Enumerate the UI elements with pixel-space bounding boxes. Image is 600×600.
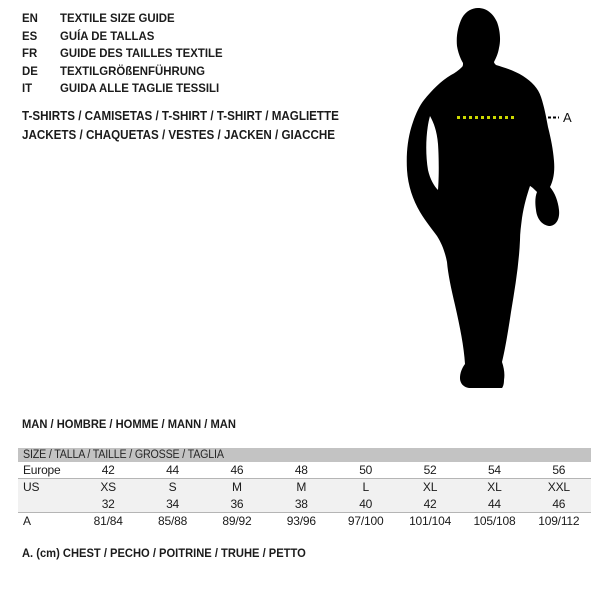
language-title: GUIDE DES TAILLES TEXTILE — [60, 46, 223, 60]
size-cell: 109/112 — [538, 514, 580, 528]
category-line-jackets: JACKETS / CHAQUETAS / VESTES / JACKEN / GIACCHE — [22, 128, 336, 142]
size-cell: XL — [422, 480, 438, 494]
size-cell: XXL — [547, 480, 570, 494]
row-label: A — [23, 514, 31, 528]
language-title: TEXTILGRÖßENFÜHRUNG — [60, 63, 206, 78]
size-cell: M — [296, 480, 307, 494]
size-cell: 101/104 — [409, 514, 452, 528]
size-cell: XS — [100, 480, 116, 494]
table-header: SIZE / TALLA / TAILLE / GRÖSSE / TAGLIA — [18, 448, 591, 462]
size-cell: 97/100 — [347, 514, 384, 528]
language-code: IT — [22, 81, 33, 95]
size-cell: 42 — [101, 462, 115, 477]
language-code: DE — [22, 63, 38, 78]
table-row-chest-a — [18, 513, 591, 530]
size-cell: 46 — [552, 496, 566, 511]
size-cell: 38 — [294, 496, 308, 511]
figure — [380, 0, 590, 400]
measure-footnote: A. (cm) CHEST / PECHO / POITRINE / TRUHE / PETTO — [22, 546, 306, 560]
section-title: MAN / HOMBRE / HOMME / MANN / MAN — [22, 417, 236, 431]
size-cell: 50 — [359, 462, 373, 477]
table-row-europe — [18, 462, 591, 479]
measure-label-a: A — [563, 110, 572, 125]
size-cell: S — [168, 480, 177, 494]
list-item — [22, 28, 223, 46]
language-title: GUIDA ALLE TAGLIE TESSILI — [60, 81, 220, 95]
size-cell: 44 — [166, 462, 180, 477]
size-cell: XL — [487, 480, 502, 494]
language-list — [22, 10, 233, 98]
list-item — [22, 45, 223, 63]
size-cell: 40 — [359, 496, 373, 511]
list-item — [22, 80, 223, 98]
table-row-us-numbers — [18, 496, 591, 513]
size-cell: 54 — [487, 462, 501, 477]
size-table — [18, 448, 591, 530]
size-cell: 89/92 — [222, 514, 252, 528]
size-cell: 81/84 — [93, 514, 123, 528]
size-cell: 32 — [101, 496, 115, 511]
size-cell: M — [232, 480, 242, 494]
size-cell: 34 — [166, 496, 180, 511]
size-cell: 105/108 — [473, 514, 516, 528]
size-cell: 93/96 — [286, 514, 316, 528]
size-cell: 46 — [230, 462, 244, 477]
language-code: FR — [22, 46, 38, 60]
size-cell: 44 — [487, 496, 501, 511]
size-cell: 85/88 — [158, 514, 188, 528]
size-cell: 42 — [423, 496, 437, 511]
language-code: ES — [22, 28, 38, 43]
language-title: GUÍA DE TALLAS — [60, 28, 155, 43]
category-line-tshirts: T-SHIRTS / CAMISETAS / T-SHIRT / T-SHIRT / MAGLIETTE — [22, 109, 339, 123]
size-cell: 48 — [294, 462, 308, 477]
size-cell: L — [362, 480, 369, 494]
size-cell: 36 — [230, 496, 244, 511]
list-item — [22, 63, 223, 81]
size-cell: 52 — [423, 462, 437, 477]
row-label: US — [23, 480, 40, 494]
row-label: Europe — [23, 462, 61, 477]
garment-categories — [22, 107, 363, 145]
list-item — [22, 10, 223, 28]
language-code: EN — [22, 11, 38, 25]
language-title: TEXTILE SIZE GUIDE — [60, 11, 175, 25]
size-cell: 56 — [552, 462, 566, 477]
man-silhouette-icon — [407, 8, 559, 388]
table-row-us-letters — [18, 479, 591, 496]
